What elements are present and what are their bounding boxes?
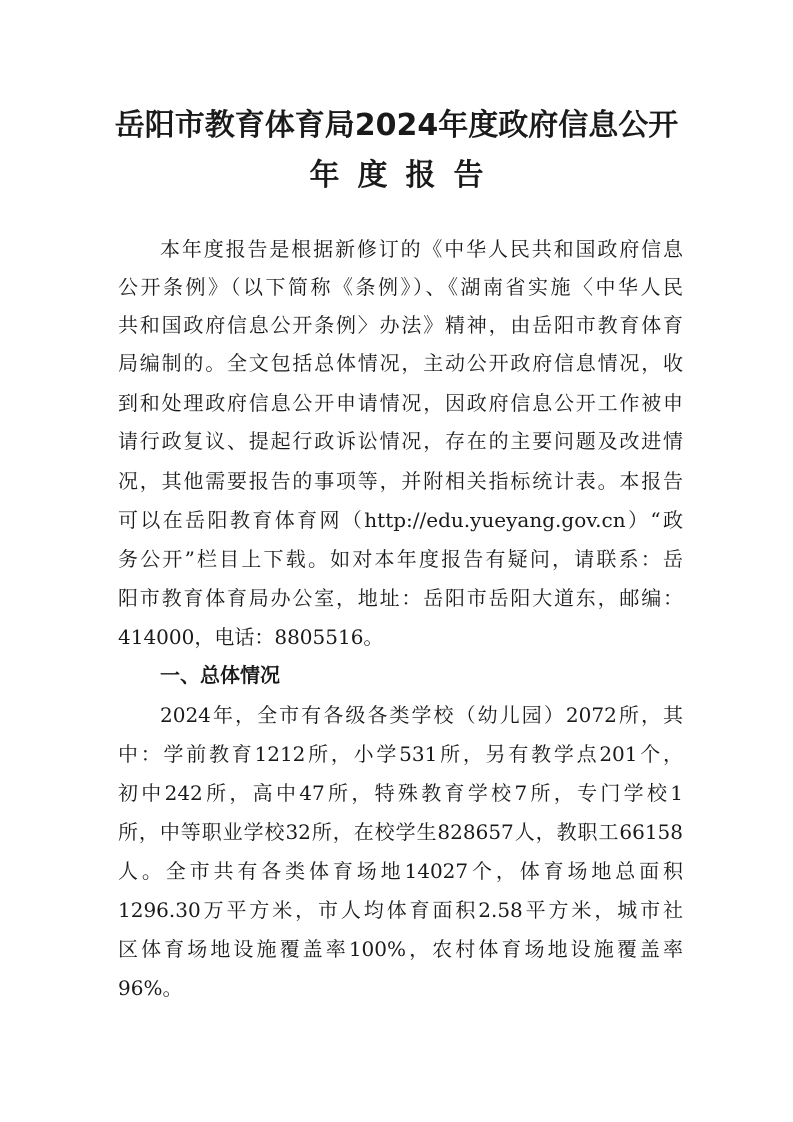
intro-line-2: 公开条例》（以下简称《条例》）、《湖南省实施〈中华人民 xyxy=(118,275,683,299)
intro-line-1: 本年度报告是根据新修订的《中华人民共和国政府信息 xyxy=(160,237,683,261)
intro-line-6: 请行政复议、提起行政诉讼情况，存在的主要问题及改进情 xyxy=(118,429,683,453)
section1-line-6: 1296.30万平方米，市人均体育面积2.58平方米，城市社 xyxy=(118,898,683,922)
intro-line-10: 阳市教育体育局办公室，地址：岳阳市岳阳大道东，邮编： xyxy=(118,586,683,610)
intro-line-7: 况，其他需要报告的事项等，并附相关指标统计表。本报告 xyxy=(118,469,683,493)
section1-line-3: 初中242所，高中47所，特殊教育学校7所，专门学校1 xyxy=(118,781,683,805)
report-title-line1: 岳阳市教育体育局2024年度政府信息公开 xyxy=(114,108,679,143)
section-heading-overview: 一、总体情况 xyxy=(160,663,280,687)
intro-line-9: 务公开”栏目上下载。如对本年度报告有疑问，请联系：岳 xyxy=(118,547,683,571)
intro-line-3: 共和国政府信息公开条例〉办法》精神，由岳阳市教育体育 xyxy=(118,313,683,337)
intro-line-8: 可以在岳阳教育体育网（http://edu.yueyang.gov.cn）“政 xyxy=(118,508,683,532)
intro-line-11: 414000，电话：8805516。 xyxy=(118,625,384,649)
intro-line-4: 局编制的。全文包括总体情况，主动公开政府信息情况，收 xyxy=(118,351,683,375)
section1-line-1: 2024年，全市有各级各类学校（幼儿园）2072所，其 xyxy=(160,703,683,727)
section1-line-2: 中：学前教育1212所，小学531所，另有教学点201个， xyxy=(118,742,683,766)
section1-line-8: 96%。 xyxy=(118,976,183,1000)
intro-line-5: 到和处理政府信息公开申请情况，因政府信息公开工作被申 xyxy=(118,391,683,415)
report-title-line2: 年度报告 xyxy=(309,158,502,193)
section1-line-5: 人。全市共有各类体育场地14027个，体育场地总面积 xyxy=(118,859,683,883)
section1-line-4: 所，中等职业学校32所，在校学生828657人，教职工66158 xyxy=(118,820,683,844)
section1-line-7: 区体育场地设施覆盖率100%，农村体育场地设施覆盖率 xyxy=(118,937,683,961)
